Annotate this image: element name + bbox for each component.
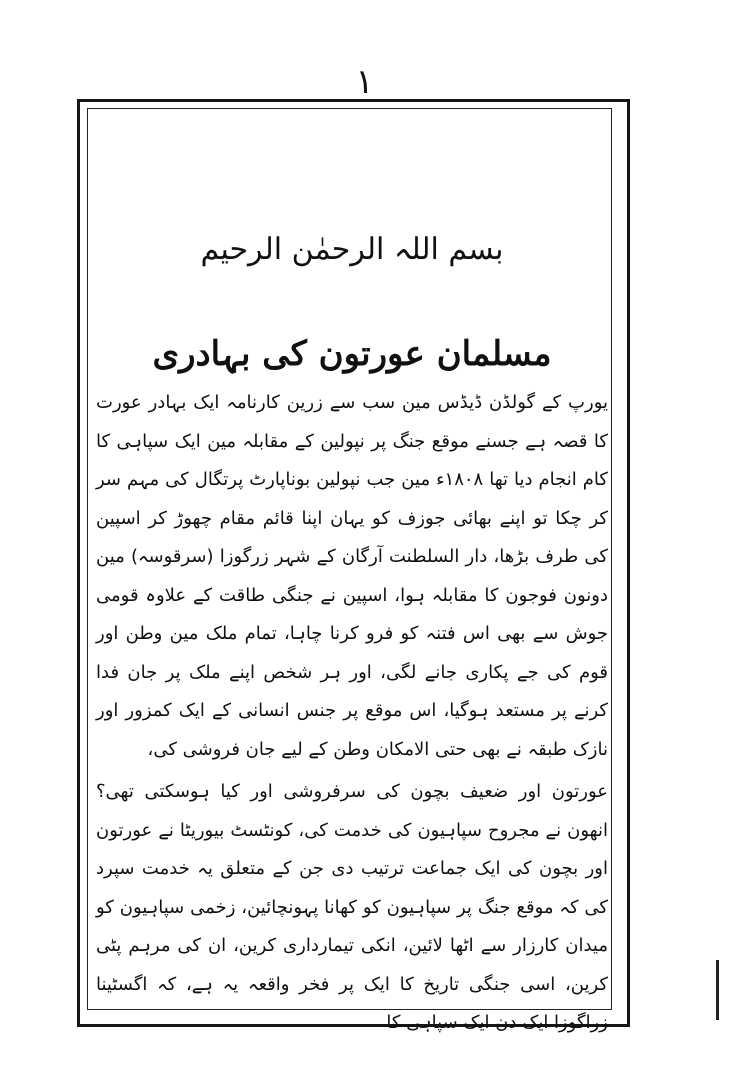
bismillah-heading: بسم اللہ الرحمٰن الرحیم bbox=[200, 232, 504, 267]
paragraph-1: یورپ کے گولڈن ڈیڈس مین سب سے زرین کارنامہ ایک بہادر عورت کا قصہ ہے جسنے موقع جنگ پر نپولین کے مقابلہ مین ایک سپاہی کا کام انجام دیا تھا ۱۸۰۸ء مین جب نپولین بوناپارٹ پرتگال کی مہم سر کر چکا تو اپنے بھائی جوزف کو یہان اپنا قائم مقام چھوڑ کر اسپین کی طرف بڑھا، دار السلطنت آرگان کے شہر زرگوزا (سرقوسہ) مین دونون فوجون کا مقابلہ ہوا، اسپین نے جنگی طاقت کے علاوہ قومی جوش سے بھی اس فتنہ کو فرو کرنا چاہا، تمام ملک مین وطن اور قوم کی جے پکاری جانے لگی، اور ہر شخص اپنے ملک پر جان فدا کرنے پر مستعد ہوگیا، اس موقع پر جنس انسانی کے ایک کمزور اور نازک طبقہ نے بھی حتی الامکان وطن کے لیے جان فروشی کی، bbox=[96, 392, 608, 760]
page-number: ۱ bbox=[355, 62, 374, 102]
scan-edge-mark bbox=[716, 960, 719, 1020]
page-content bbox=[96, 228, 608, 1043]
paragraph-2: عورتون اور ضعیف بچون کی سرفروشی اور کیا ہوسکتی تھی؟ انھون نے مجروح سپاہیون کی خدمت کی، کونٹسٹ بیوریٹا نے عورتون اور بچون کی ایک جماعت ترتیب دی جن کے متعلق یہ خدمت سپرد کی کہ موقع جنگ پر سپاہیون کو کھانا پہونچائین، زخمی سپاہیون کو میدان کارزار سے اٹھا لائین، انکی تیمارداری کرین، ان کی مرہم پٹی کرین، اسی جنگی تاریخ کا ایک پر فخر واقعہ یہ ہے، کہ اگسٹینا زراگوزا ایک دن ایک سپاہی کا bbox=[96, 781, 608, 1033]
chapter-title: مسلمان عورتون کی بہادری bbox=[152, 334, 552, 374]
